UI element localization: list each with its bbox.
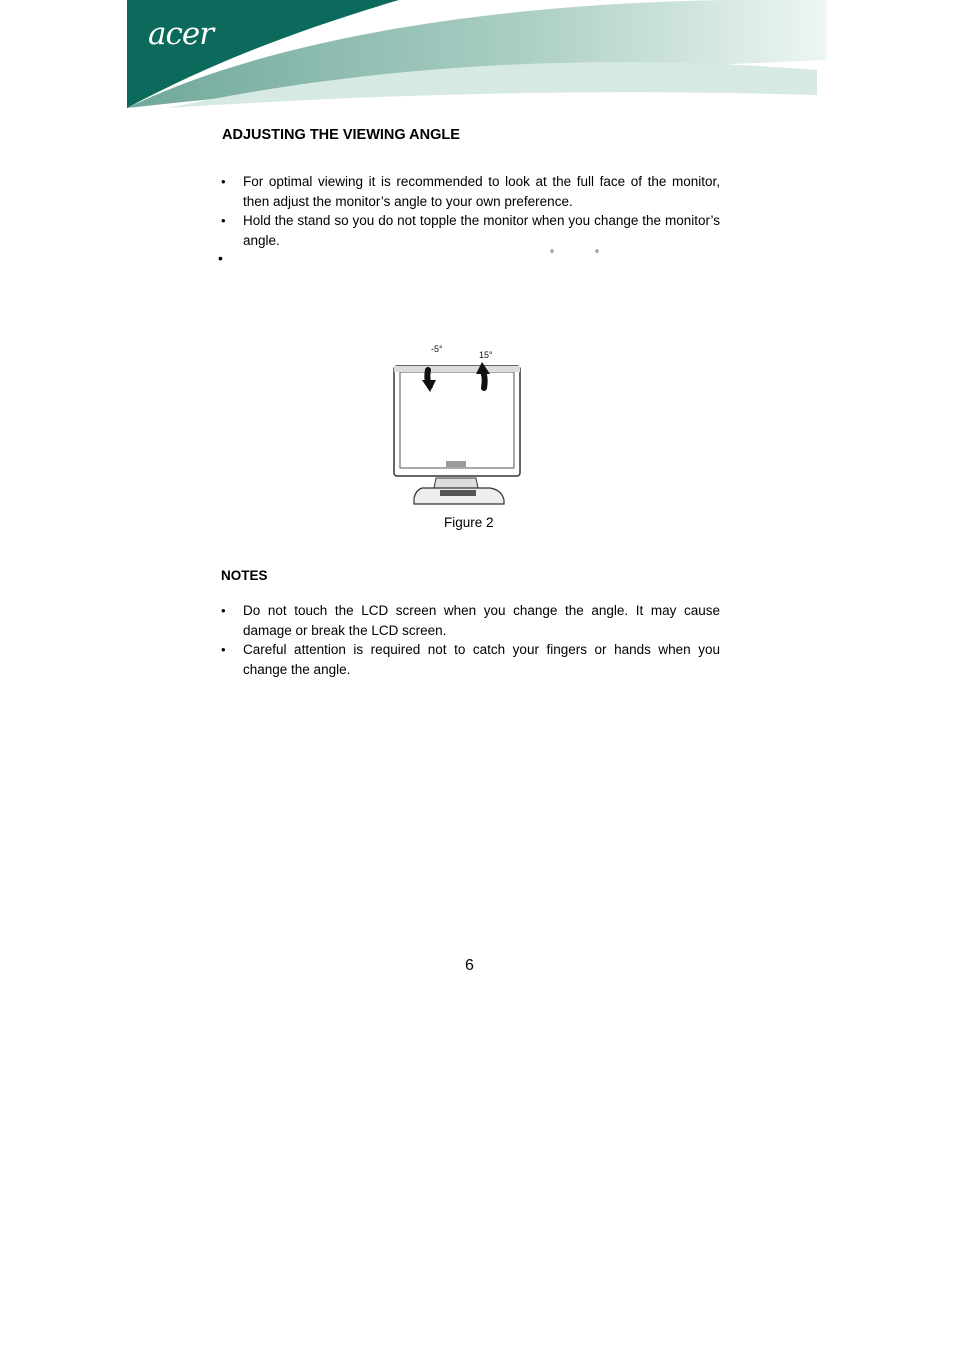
- bullet-icon: •: [221, 603, 226, 618]
- monitor-tilt-illustration: [386, 340, 526, 510]
- header-banner: [127, 0, 827, 108]
- bullet-icon: •: [218, 250, 223, 266]
- degree-mark: °: [595, 249, 599, 260]
- tilt-forward-angle-label: 15°: [479, 350, 493, 360]
- bullet-text: For optimal viewing it is recommended to look at the full face of the monitor, then adjust the monitor’s angle to your own preference.: [243, 174, 720, 209]
- notes-title: NOTES: [221, 568, 268, 583]
- bullet-icon: •: [221, 213, 226, 228]
- notes-bullet-list: [221, 601, 720, 679]
- list-item: [221, 601, 720, 640]
- list-item: [221, 211, 720, 250]
- page-number: 6: [465, 957, 474, 974]
- acer-logo: acer: [148, 16, 214, 52]
- list-item: [221, 640, 720, 679]
- viewing-angle-bullet-list: [221, 172, 720, 250]
- bullet-icon: •: [221, 642, 226, 657]
- bullet-icon: •: [221, 174, 226, 189]
- bullet-text: Do not touch the LCD screen when you change the angle. It may cause damage or break the LCD screen.: [243, 603, 720, 638]
- section-title: ADJUSTING THE VIEWING ANGLE: [222, 127, 460, 143]
- list-item: [221, 172, 720, 211]
- degree-mark: °: [550, 249, 554, 260]
- bullet-text: Careful attention is required not to catch your fingers or hands when you change the angle.: [243, 642, 720, 677]
- figure-caption: Figure 2: [444, 515, 494, 530]
- tilt-back-angle-label: -5°: [431, 344, 443, 354]
- bullet-text: Hold the stand so you do not topple the monitor when you change the monitor’s angle.: [243, 213, 720, 248]
